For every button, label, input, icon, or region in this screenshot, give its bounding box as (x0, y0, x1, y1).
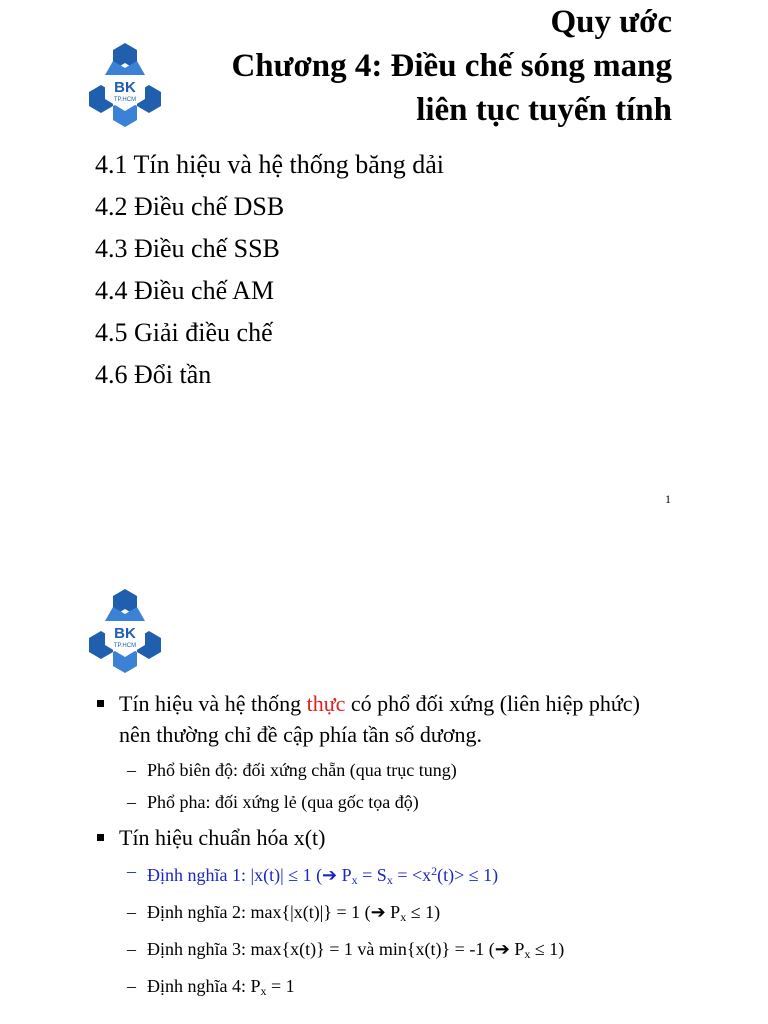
bullet-text: Tín hiệu và hệ thống (119, 691, 307, 716)
dash-bullet: – (127, 902, 136, 922)
definition-3 (95, 933, 675, 970)
list-item: 4.3 Điều chế SSB (95, 234, 280, 263)
list-item: 4.2 Điều chế DSB (95, 192, 285, 221)
chapter-contents-list (95, 144, 444, 396)
dash-bullet: – (127, 861, 136, 881)
def-text: = 1 (266, 976, 295, 996)
dash-bullet: – (127, 939, 136, 959)
def-text: ≤ 1) (530, 939, 565, 959)
list-item: 4.5 Giải điều chế (95, 318, 273, 347)
sub-item (95, 754, 675, 786)
definition-2 (95, 896, 675, 933)
slide1-title-line2: liên tục tuyến tính (416, 92, 672, 128)
page-number: 1 (665, 492, 671, 506)
slide1-title-line1: Chương 4: Điều chế sóng mang (231, 48, 672, 84)
list-item: 4.4 Điều chế AM (95, 276, 275, 305)
definition-1 (95, 855, 675, 896)
dash-bullet: – (127, 792, 136, 812)
sub-item-text: Phổ pha: đối xứng lẻ (qua gốc tọa độ) (147, 792, 419, 812)
bullet-text: có phổ đối xứng (liên hiệp phức) nên thường chỉ đề cập phía tần số dương. (119, 691, 640, 747)
bullet-real-signals (95, 688, 675, 750)
logo-text: BK (114, 79, 136, 96)
def-text: Định nghĩa 4: P (147, 976, 261, 996)
subscript: x (351, 873, 358, 887)
superscript: 2 (431, 864, 438, 878)
list-item: 4.6 Đổi tần (95, 360, 212, 389)
bk-logo-icon (85, 41, 165, 127)
def-text: = <x (392, 865, 432, 885)
square-bullet-icon (97, 834, 104, 841)
slide2-title: Quy ước (550, 4, 672, 40)
def-text: ≤ 1) (406, 902, 441, 922)
logo-subtext: TP.HCM (113, 643, 137, 649)
bullet-text: Tín hiệu chuẩn hóa x(t) (119, 825, 326, 850)
bullet-normalized-signal (95, 822, 675, 853)
sub-item-text: Phổ biên độ: đối xứng chẵn (qua trục tung) (147, 760, 457, 780)
subscript: x (400, 910, 407, 924)
square-bullet-icon (97, 700, 104, 707)
subscript: x (524, 947, 531, 961)
def-text: (t)> ≤ 1) (437, 865, 499, 885)
dash-bullet: – (127, 976, 136, 996)
def-text: Định nghĩa 2: max{|x(t)|} = 1 (➔ P (147, 902, 401, 922)
def-text: = S (357, 865, 387, 885)
slide2-content (95, 688, 675, 1007)
subscript: x (260, 984, 267, 998)
dash-bullet: – (127, 760, 136, 780)
slide1-title (231, 44, 672, 132)
bk-logo-icon (85, 587, 165, 673)
list-item: 4.1 Tín hiệu và hệ thống băng dải (95, 150, 445, 179)
logo-subtext: TP.HCM (113, 97, 137, 103)
def-text: Định nghĩa 1: |x(t)| ≤ 1 (➔ P (147, 865, 352, 885)
highlight-text: thực (306, 691, 346, 716)
subscript: x (386, 873, 393, 887)
definition-4 (95, 970, 675, 1007)
logo-text: BK (114, 625, 136, 642)
sub-item (95, 786, 675, 818)
def-text: Định nghĩa 3: max{x(t)} = 1 và min{x(t)} = -1 (➔ P (147, 939, 525, 959)
